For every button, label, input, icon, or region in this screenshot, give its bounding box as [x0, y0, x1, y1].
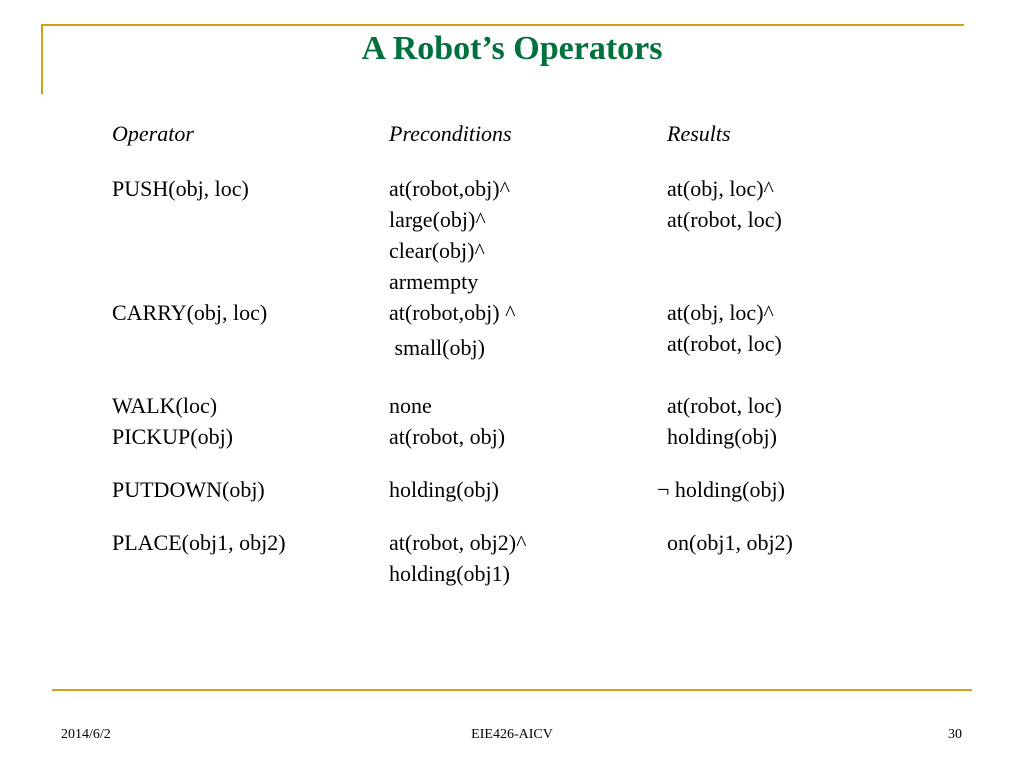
result-line: at(robot, loc) [667, 393, 782, 418]
precondition-line: none [389, 393, 432, 418]
operator-pickup: PICKUP(obj) [112, 424, 234, 449]
top-border-line [41, 24, 964, 26]
footer-divider [52, 689, 972, 691]
precondition-line: at(robot, obj2)^ [389, 530, 527, 555]
precondition-line: at(robot,obj) ^ [389, 300, 516, 325]
precondition-line: small(obj) [389, 335, 485, 360]
result-line: holding(obj) [667, 424, 777, 449]
slide-title: A Robot’s Operators [361, 30, 663, 67]
header-preconditions: Preconditions [389, 121, 512, 146]
operator-putdown: PUTDOWN(obj) [112, 477, 265, 502]
operator-place: PLACE(obj1, obj2) [112, 530, 286, 555]
precondition-line: holding(obj1) [389, 561, 510, 586]
result-line: ¬ holding(obj) [657, 477, 785, 502]
operator-carry: CARRY(obj, loc) [112, 300, 268, 325]
precondition-line: armempty [389, 269, 479, 294]
precondition-line: at(robot, obj) [389, 424, 506, 449]
precondition-line: clear(obj)^ [389, 238, 485, 263]
precondition-line: holding(obj) [389, 477, 499, 502]
precondition-line: large(obj)^ [389, 207, 486, 232]
footer-course: EIE426-AICV [471, 727, 553, 742]
result-line: at(obj, loc)^ [667, 300, 774, 325]
footer-date: 2014/6/2 [61, 727, 111, 742]
header-results: Results [667, 121, 731, 146]
operator-push: PUSH(obj, loc) [112, 176, 249, 201]
operator-walk: WALK(loc) [112, 393, 218, 418]
footer-page-number: 30 [948, 727, 962, 742]
result-line: at(robot, loc) [667, 331, 782, 356]
result-line: at(obj, loc)^ [667, 176, 774, 201]
result-line: at(robot, loc) [667, 207, 782, 232]
result-line: on(obj1, obj2) [667, 530, 793, 555]
header-operator: Operator [112, 121, 194, 146]
precondition-line: at(robot,obj)^ [389, 176, 510, 201]
